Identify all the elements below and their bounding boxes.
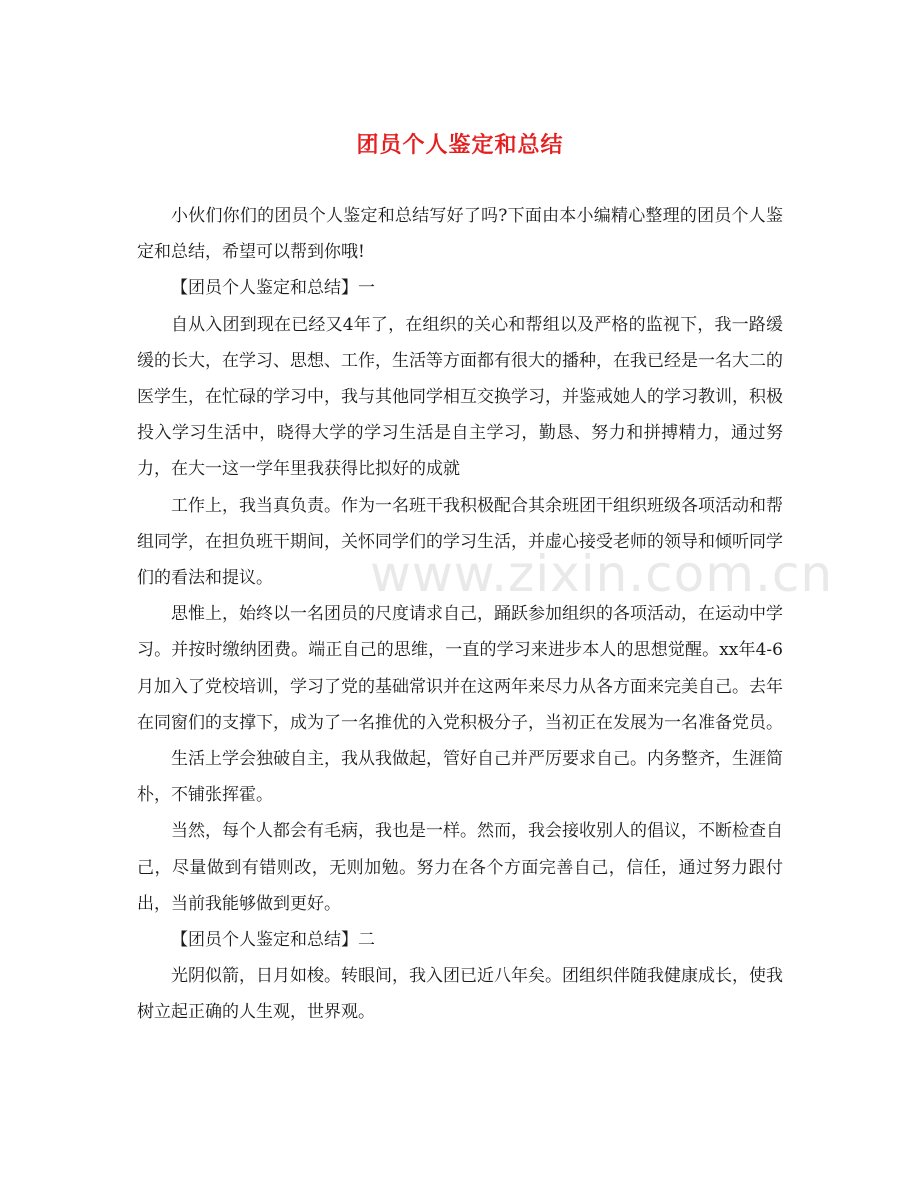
- intro-paragraph: 小伙们你们的团员个人鉴定和总结写好了吗?下面由本小编精心整理的团员个人鉴定和总结，希望可以帮到你哦!: [137, 206, 783, 263]
- section-heading-two: 【团员个人鉴定和总结】二: [171, 930, 375, 951]
- paragraph: 工作上，我当真负责。作为一名班干我积极配合其余班团干组织班级各项活动和帮组同学，在担负班干期间，关怀同学们的学习生活，并虚心接受老师的领导和倾听同学们的看法和提议。: [137, 495, 783, 589]
- watermark: www.zixin.com.cn: [370, 545, 834, 603]
- section-heading-one: 【团员个人鉴定和总结】一: [171, 278, 375, 299]
- paragraph: 光阴似箭，日月如梭。转眼间，我入团已近八年矣。团组织伴随我健康成长，使我树立起正确的人生观，世界观。: [137, 966, 783, 1023]
- paragraph: 生活上学会独破自主，我从我做起，管好自己并严厉要求自己。内务整齐，生涯简朴，不铺张挥霍。: [137, 749, 783, 806]
- document-body: [137, 198, 783, 1031]
- document-title: 团员个人鉴定和总结: [356, 132, 564, 158]
- paragraph: 当然，每个人都会有毛病，我也是一样。然而，我会接收别人的倡议，不断检查自己，尽量做到有错则改，无则加勉。努力在各个方面完善自己，信任，通过努力跟付出，当前我能够做到更好。: [137, 821, 783, 914]
- paragraph: 自从入团到现在已经又4年了，在组织的关心和帮组以及严格的监视下，我一路缓缓的长大，在学习、思想、工作，生活等方面都有很大的播种，在我已经是一名大二的医学生，在忙碌的学习中，我与其他同学相互交换学习，并鉴戒她人的学习教训，积极投入学习生活中，晓得大学的学习生活是自主学习，勤恳、努力和拼搏精力，通过努力，在大一这一学年里我获得比拟好的成就: [137, 314, 783, 480]
- paragraph: 思惟上，始终以一名团员的尺度请求自己，踊跃参加组织的各项活动，在运动中学习。并按时缴纳团费。端正自己的思维，一直的学习来进步本人的思想觉醒。xx年4-6月加入了党校培训，学习了党的基础常识并在这两年来尽力从各方面来完美自己。去年在同窗们的支撑下，成为了一名推优的入党积极分子，当初正在发展为一名准备党员。: [137, 604, 783, 733]
